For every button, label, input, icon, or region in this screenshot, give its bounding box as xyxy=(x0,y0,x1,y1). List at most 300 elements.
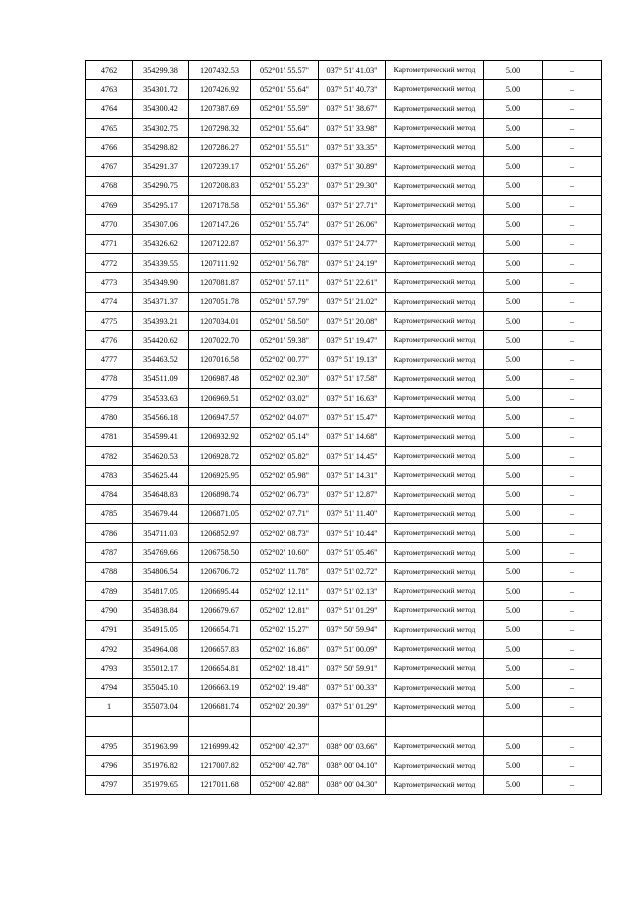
method-cell: Картометрический метод xyxy=(386,215,484,234)
method-cell: Картометрический метод xyxy=(386,582,484,601)
method-cell: Картометрический метод xyxy=(386,350,484,369)
longitude-cell: 037° 51' 19.47" xyxy=(319,331,386,350)
table-row xyxy=(86,562,602,581)
method-cell: Картометрический метод xyxy=(386,466,484,485)
note-cell: – xyxy=(543,601,602,620)
longitude-cell: 037° 51' 33.98" xyxy=(319,118,386,137)
longitude-cell: 038° 00' 04.30" xyxy=(319,775,386,794)
y-coordinate-cell: 1207286.27 xyxy=(189,138,251,157)
method-cell: Картометрический метод xyxy=(386,678,484,697)
accuracy-cell: 5.00 xyxy=(484,678,543,697)
point-number-cell: 4772 xyxy=(86,253,133,272)
latitude-cell: 052°02' 02.30" xyxy=(251,369,319,388)
y-coordinate-cell: 1207016.58 xyxy=(189,350,251,369)
table-row xyxy=(86,543,602,562)
table-separator-row xyxy=(86,717,602,737)
x-coordinate-cell: 354679.44 xyxy=(133,504,189,523)
y-coordinate-cell: 1207147.26 xyxy=(189,215,251,234)
note-cell: – xyxy=(543,427,602,446)
latitude-cell: 052°02' 12.81" xyxy=(251,601,319,620)
y-coordinate-cell: 1206706.72 xyxy=(189,562,251,581)
y-coordinate-cell: 1217007.82 xyxy=(189,756,251,775)
point-number-cell: 4764 xyxy=(86,99,133,118)
longitude-cell: 037° 51' 02.13" xyxy=(319,582,386,601)
x-coordinate-cell: 354298.82 xyxy=(133,138,189,157)
x-coordinate-cell: 354620.53 xyxy=(133,446,189,465)
accuracy-cell: 5.00 xyxy=(484,485,543,504)
empty-cell xyxy=(189,717,251,737)
latitude-cell: 052°01' 55.36" xyxy=(251,196,319,215)
method-cell: Картометрический метод xyxy=(386,737,484,756)
y-coordinate-cell: 1207426.92 xyxy=(189,80,251,99)
note-cell: – xyxy=(543,138,602,157)
y-coordinate-cell: 1206987.48 xyxy=(189,369,251,388)
x-coordinate-cell: 355045.10 xyxy=(133,678,189,697)
note-cell: – xyxy=(543,253,602,272)
point-number-cell: 4793 xyxy=(86,659,133,678)
accuracy-cell: 5.00 xyxy=(484,446,543,465)
longitude-cell: 037° 51' 14.68" xyxy=(319,427,386,446)
method-cell: Картометрический метод xyxy=(386,756,484,775)
x-coordinate-cell: 354291.37 xyxy=(133,157,189,176)
table-row xyxy=(86,582,602,601)
point-number-cell: 4771 xyxy=(86,234,133,253)
table-row xyxy=(86,157,602,176)
y-coordinate-cell: 1207239.17 xyxy=(189,157,251,176)
accuracy-cell: 5.00 xyxy=(484,562,543,581)
note-cell: – xyxy=(543,756,602,775)
table-row xyxy=(86,466,602,485)
y-coordinate-cell: 1207178.58 xyxy=(189,196,251,215)
latitude-cell: 052°02' 10.60" xyxy=(251,543,319,562)
point-number-cell: 4782 xyxy=(86,446,133,465)
x-coordinate-cell: 354533.63 xyxy=(133,389,189,408)
method-cell: Картометрический метод xyxy=(386,369,484,388)
point-number-cell: 4784 xyxy=(86,485,133,504)
y-coordinate-cell: 1206679.67 xyxy=(189,601,251,620)
y-coordinate-cell: 1206852.97 xyxy=(189,524,251,543)
method-cell: Картометрический метод xyxy=(386,427,484,446)
point-number-cell: 4763 xyxy=(86,80,133,99)
point-number-cell: 4762 xyxy=(86,61,133,80)
accuracy-cell: 5.00 xyxy=(484,737,543,756)
latitude-cell: 052°02' 06.73" xyxy=(251,485,319,504)
table-row xyxy=(86,524,602,543)
y-coordinate-cell: 1217011.68 xyxy=(189,775,251,794)
point-number-cell: 4790 xyxy=(86,601,133,620)
y-coordinate-cell: 1207122.87 xyxy=(189,234,251,253)
latitude-cell: 052°01' 55.64" xyxy=(251,80,319,99)
y-coordinate-cell: 1207051.78 xyxy=(189,292,251,311)
x-coordinate-cell: 354420.62 xyxy=(133,331,189,350)
latitude-cell: 052°02' 03.02" xyxy=(251,389,319,408)
longitude-cell: 037° 51' 24.19" xyxy=(319,253,386,272)
latitude-cell: 052°01' 59.38" xyxy=(251,331,319,350)
x-coordinate-cell: 354711.03 xyxy=(133,524,189,543)
accuracy-cell: 5.00 xyxy=(484,659,543,678)
table-row xyxy=(86,485,602,504)
latitude-cell: 052°02' 00.77" xyxy=(251,350,319,369)
method-cell: Картометрический метод xyxy=(386,659,484,678)
point-number-cell: 4778 xyxy=(86,369,133,388)
latitude-cell: 052°02' 19.48" xyxy=(251,678,319,697)
point-number-cell: 4766 xyxy=(86,138,133,157)
accuracy-cell: 5.00 xyxy=(484,350,543,369)
y-coordinate-cell: 1206654.71 xyxy=(189,620,251,639)
x-coordinate-cell: 354299.38 xyxy=(133,61,189,80)
point-number-cell: 4779 xyxy=(86,389,133,408)
longitude-cell: 038° 00' 04.10" xyxy=(319,756,386,775)
latitude-cell: 052°02' 08.73" xyxy=(251,524,319,543)
note-cell: – xyxy=(543,466,602,485)
x-coordinate-cell: 354301.72 xyxy=(133,80,189,99)
method-cell: Картометрический метод xyxy=(386,562,484,581)
longitude-cell: 037° 51' 30.89" xyxy=(319,157,386,176)
method-cell: Картометрический метод xyxy=(386,138,484,157)
y-coordinate-cell: 1206654.81 xyxy=(189,659,251,678)
accuracy-cell: 5.00 xyxy=(484,253,543,272)
table-row xyxy=(86,756,602,775)
method-cell: Картометрический метод xyxy=(386,504,484,523)
table-row xyxy=(86,389,602,408)
y-coordinate-cell: 1207022.70 xyxy=(189,331,251,350)
method-cell: Картометрический метод xyxy=(386,157,484,176)
method-cell: Картометрический метод xyxy=(386,176,484,195)
x-coordinate-cell: 354393.21 xyxy=(133,311,189,330)
longitude-cell: 037° 51' 19.13" xyxy=(319,350,386,369)
note-cell: – xyxy=(543,562,602,581)
table-row xyxy=(86,118,602,137)
note-cell: – xyxy=(543,639,602,658)
accuracy-cell: 5.00 xyxy=(484,389,543,408)
point-number-cell: 4774 xyxy=(86,292,133,311)
note-cell: – xyxy=(543,61,602,80)
point-number-cell: 4789 xyxy=(86,582,133,601)
empty-cell xyxy=(386,717,484,737)
y-coordinate-cell: 1206898.74 xyxy=(189,485,251,504)
table-row xyxy=(86,350,602,369)
longitude-cell: 037° 51' 12.87" xyxy=(319,485,386,504)
x-coordinate-cell: 354349.90 xyxy=(133,273,189,292)
note-cell: – xyxy=(543,485,602,504)
accuracy-cell: 5.00 xyxy=(484,80,543,99)
point-number-cell: 4776 xyxy=(86,331,133,350)
accuracy-cell: 5.00 xyxy=(484,369,543,388)
table-row xyxy=(86,775,602,794)
x-coordinate-cell: 351976.82 xyxy=(133,756,189,775)
method-cell: Картометрический метод xyxy=(386,196,484,215)
latitude-cell: 052°01' 56.78" xyxy=(251,253,319,272)
table-row xyxy=(86,639,602,658)
note-cell: – xyxy=(543,234,602,253)
longitude-cell: 037° 51' 21.02" xyxy=(319,292,386,311)
table-row xyxy=(86,504,602,523)
empty-cell xyxy=(319,717,386,737)
y-coordinate-cell: 1207298.32 xyxy=(189,118,251,137)
latitude-cell: 052°02' 20.39" xyxy=(251,697,319,716)
table-body xyxy=(86,61,602,795)
x-coordinate-cell: 354625.44 xyxy=(133,466,189,485)
method-cell: Картометрический метод xyxy=(386,234,484,253)
x-coordinate-cell: 351963.99 xyxy=(133,737,189,756)
point-number-cell: 4780 xyxy=(86,408,133,427)
point-number-cell: 4787 xyxy=(86,543,133,562)
empty-cell xyxy=(251,717,319,737)
point-number-cell: 4783 xyxy=(86,466,133,485)
method-cell: Картометрический метод xyxy=(386,697,484,716)
table-row xyxy=(86,253,602,272)
note-cell: – xyxy=(543,620,602,639)
point-number-cell: 4768 xyxy=(86,176,133,195)
accuracy-cell: 5.00 xyxy=(484,466,543,485)
empty-cell xyxy=(484,717,543,737)
note-cell: – xyxy=(543,196,602,215)
accuracy-cell: 5.00 xyxy=(484,234,543,253)
method-cell: Картометрический метод xyxy=(386,292,484,311)
note-cell: – xyxy=(543,446,602,465)
accuracy-cell: 5.00 xyxy=(484,176,543,195)
method-cell: Картометрический метод xyxy=(386,331,484,350)
note-cell: – xyxy=(543,659,602,678)
note-cell: – xyxy=(543,737,602,756)
note-cell: – xyxy=(543,775,602,794)
x-coordinate-cell: 354302.75 xyxy=(133,118,189,137)
latitude-cell: 052°01' 55.57" xyxy=(251,61,319,80)
latitude-cell: 052°01' 55.26" xyxy=(251,157,319,176)
accuracy-cell: 5.00 xyxy=(484,504,543,523)
table-row xyxy=(86,176,602,195)
method-cell: Картометрический метод xyxy=(386,446,484,465)
longitude-cell: 037° 51' 15.47" xyxy=(319,408,386,427)
point-number-cell: 4797 xyxy=(86,775,133,794)
latitude-cell: 052°01' 57.79" xyxy=(251,292,319,311)
note-cell: – xyxy=(543,582,602,601)
accuracy-cell: 5.00 xyxy=(484,697,543,716)
latitude-cell: 052°01' 56.37" xyxy=(251,234,319,253)
accuracy-cell: 5.00 xyxy=(484,215,543,234)
y-coordinate-cell: 1207111.92 xyxy=(189,253,251,272)
note-cell: – xyxy=(543,118,602,137)
table-row xyxy=(86,601,602,620)
method-cell: Картометрический метод xyxy=(386,601,484,620)
note-cell: – xyxy=(543,369,602,388)
y-coordinate-cell: 1206681.74 xyxy=(189,697,251,716)
latitude-cell: 052°01' 55.64" xyxy=(251,118,319,137)
note-cell: – xyxy=(543,311,602,330)
point-number-cell: 4765 xyxy=(86,118,133,137)
note-cell: – xyxy=(543,408,602,427)
method-cell: Картометрический метод xyxy=(386,311,484,330)
accuracy-cell: 5.00 xyxy=(484,775,543,794)
table-row xyxy=(86,215,602,234)
x-coordinate-cell: 354599.41 xyxy=(133,427,189,446)
method-cell: Картометрический метод xyxy=(386,61,484,80)
x-coordinate-cell: 354326.62 xyxy=(133,234,189,253)
point-number-cell: 4775 xyxy=(86,311,133,330)
accuracy-cell: 5.00 xyxy=(484,639,543,658)
table-row xyxy=(86,292,602,311)
y-coordinate-cell: 1206969.51 xyxy=(189,389,251,408)
longitude-cell: 037° 50' 59.94" xyxy=(319,620,386,639)
longitude-cell: 037° 50' 59.91" xyxy=(319,659,386,678)
accuracy-cell: 5.00 xyxy=(484,138,543,157)
empty-cell xyxy=(133,717,189,737)
empty-cell xyxy=(543,717,602,737)
longitude-cell: 037° 51' 22.61" xyxy=(319,273,386,292)
x-coordinate-cell: 354838.84 xyxy=(133,601,189,620)
longitude-cell: 037° 51' 01.29" xyxy=(319,601,386,620)
method-cell: Картометрический метод xyxy=(386,273,484,292)
x-coordinate-cell: 354566.18 xyxy=(133,408,189,427)
table-row xyxy=(86,427,602,446)
table-row xyxy=(86,311,602,330)
table-row xyxy=(86,369,602,388)
latitude-cell: 052°00' 42.37" xyxy=(251,737,319,756)
note-cell: – xyxy=(543,273,602,292)
longitude-cell: 037° 51' 00.33" xyxy=(319,678,386,697)
y-coordinate-cell: 1206758.50 xyxy=(189,543,251,562)
y-coordinate-cell: 1206925.95 xyxy=(189,466,251,485)
y-coordinate-cell: 1207387.69 xyxy=(189,99,251,118)
latitude-cell: 052°02' 18.41" xyxy=(251,659,319,678)
method-cell: Картометрический метод xyxy=(386,524,484,543)
note-cell: – xyxy=(543,80,602,99)
longitude-cell: 037° 51' 38.67" xyxy=(319,99,386,118)
longitude-cell: 037° 51' 14.45" xyxy=(319,446,386,465)
y-coordinate-cell: 1207034.01 xyxy=(189,311,251,330)
y-coordinate-cell: 1206871.05 xyxy=(189,504,251,523)
latitude-cell: 052°02' 04.07" xyxy=(251,408,319,427)
accuracy-cell: 5.00 xyxy=(484,524,543,543)
latitude-cell: 052°01' 57.11" xyxy=(251,273,319,292)
latitude-cell: 052°01' 55.23" xyxy=(251,176,319,195)
note-cell: – xyxy=(543,215,602,234)
longitude-cell: 037° 51' 20.08" xyxy=(319,311,386,330)
longitude-cell: 037° 51' 26.06" xyxy=(319,215,386,234)
latitude-cell: 052°02' 05.98" xyxy=(251,466,319,485)
x-coordinate-cell: 355073.04 xyxy=(133,697,189,716)
y-coordinate-cell: 1206932.92 xyxy=(189,427,251,446)
latitude-cell: 052°02' 07.71" xyxy=(251,504,319,523)
longitude-cell: 037° 51' 41.03" xyxy=(319,61,386,80)
x-coordinate-cell: 354769.66 xyxy=(133,543,189,562)
longitude-cell: 037° 51' 02.72" xyxy=(319,562,386,581)
table-row xyxy=(86,697,602,716)
accuracy-cell: 5.00 xyxy=(484,582,543,601)
x-coordinate-cell: 354290.75 xyxy=(133,176,189,195)
table-row xyxy=(86,659,602,678)
y-coordinate-cell: 1206695.44 xyxy=(189,582,251,601)
x-coordinate-cell: 354463.52 xyxy=(133,350,189,369)
note-cell: – xyxy=(543,524,602,543)
longitude-cell: 037° 51' 29.30" xyxy=(319,176,386,195)
point-number-cell: 4788 xyxy=(86,562,133,581)
longitude-cell: 037° 51' 14.31" xyxy=(319,466,386,485)
x-coordinate-cell: 354339.55 xyxy=(133,253,189,272)
accuracy-cell: 5.00 xyxy=(484,157,543,176)
accuracy-cell: 5.00 xyxy=(484,99,543,118)
latitude-cell: 052°02' 05.14" xyxy=(251,427,319,446)
x-coordinate-cell: 354817.05 xyxy=(133,582,189,601)
table-row xyxy=(86,80,602,99)
point-number-cell: 1 xyxy=(86,697,133,716)
accuracy-cell: 5.00 xyxy=(484,543,543,562)
accuracy-cell: 5.00 xyxy=(484,196,543,215)
point-number-cell: 4792 xyxy=(86,639,133,658)
latitude-cell: 052°00' 42.88" xyxy=(251,775,319,794)
latitude-cell: 052°02' 05.82" xyxy=(251,446,319,465)
longitude-cell: 037° 51' 16.63" xyxy=(319,389,386,408)
latitude-cell: 052°02' 16.86" xyxy=(251,639,319,658)
longitude-cell: 038° 00' 03.66" xyxy=(319,737,386,756)
x-coordinate-cell: 354806.54 xyxy=(133,562,189,581)
table-row xyxy=(86,196,602,215)
x-coordinate-cell: 354371.37 xyxy=(133,292,189,311)
latitude-cell: 052°01' 55.51" xyxy=(251,138,319,157)
table-row xyxy=(86,331,602,350)
note-cell: – xyxy=(543,697,602,716)
y-coordinate-cell: 1216999.42 xyxy=(189,737,251,756)
latitude-cell: 052°00' 42.78" xyxy=(251,756,319,775)
note-cell: – xyxy=(543,176,602,195)
table-row xyxy=(86,99,602,118)
accuracy-cell: 5.00 xyxy=(484,273,543,292)
note-cell: – xyxy=(543,678,602,697)
longitude-cell: 037° 51' 40.73" xyxy=(319,80,386,99)
accuracy-cell: 5.00 xyxy=(484,292,543,311)
x-coordinate-cell: 354648.83 xyxy=(133,485,189,504)
point-number-cell: 4794 xyxy=(86,678,133,697)
longitude-cell: 037° 51' 10.44" xyxy=(319,524,386,543)
point-number-cell: 4785 xyxy=(86,504,133,523)
accuracy-cell: 5.00 xyxy=(484,601,543,620)
accuracy-cell: 5.00 xyxy=(484,331,543,350)
table-row xyxy=(86,737,602,756)
x-coordinate-cell: 354300.42 xyxy=(133,99,189,118)
table-row xyxy=(86,620,602,639)
table-row xyxy=(86,678,602,697)
point-number-cell: 4767 xyxy=(86,157,133,176)
note-cell: – xyxy=(543,157,602,176)
point-number-cell: 4786 xyxy=(86,524,133,543)
point-number-cell: 4795 xyxy=(86,737,133,756)
point-number-cell: 4791 xyxy=(86,620,133,639)
note-cell: – xyxy=(543,331,602,350)
note-cell: – xyxy=(543,543,602,562)
method-cell: Картометрический метод xyxy=(386,80,484,99)
coordinates-table xyxy=(85,60,602,795)
table-row xyxy=(86,234,602,253)
longitude-cell: 037° 51' 05.46" xyxy=(319,543,386,562)
point-number-cell: 4773 xyxy=(86,273,133,292)
longitude-cell: 037° 51' 01.29" xyxy=(319,697,386,716)
y-coordinate-cell: 1206928.72 xyxy=(189,446,251,465)
point-number-cell: 4769 xyxy=(86,196,133,215)
table-row xyxy=(86,61,602,80)
x-coordinate-cell: 354307.06 xyxy=(133,215,189,234)
note-cell: – xyxy=(543,292,602,311)
x-coordinate-cell: 354295.17 xyxy=(133,196,189,215)
point-number-cell: 4770 xyxy=(86,215,133,234)
accuracy-cell: 5.00 xyxy=(484,118,543,137)
y-coordinate-cell: 1207432.53 xyxy=(189,61,251,80)
x-coordinate-cell: 351979.65 xyxy=(133,775,189,794)
method-cell: Картометрический метод xyxy=(386,543,484,562)
method-cell: Картометрический метод xyxy=(386,620,484,639)
accuracy-cell: 5.00 xyxy=(484,427,543,446)
latitude-cell: 052°02' 15.27" xyxy=(251,620,319,639)
longitude-cell: 037° 51' 00.09" xyxy=(319,639,386,658)
